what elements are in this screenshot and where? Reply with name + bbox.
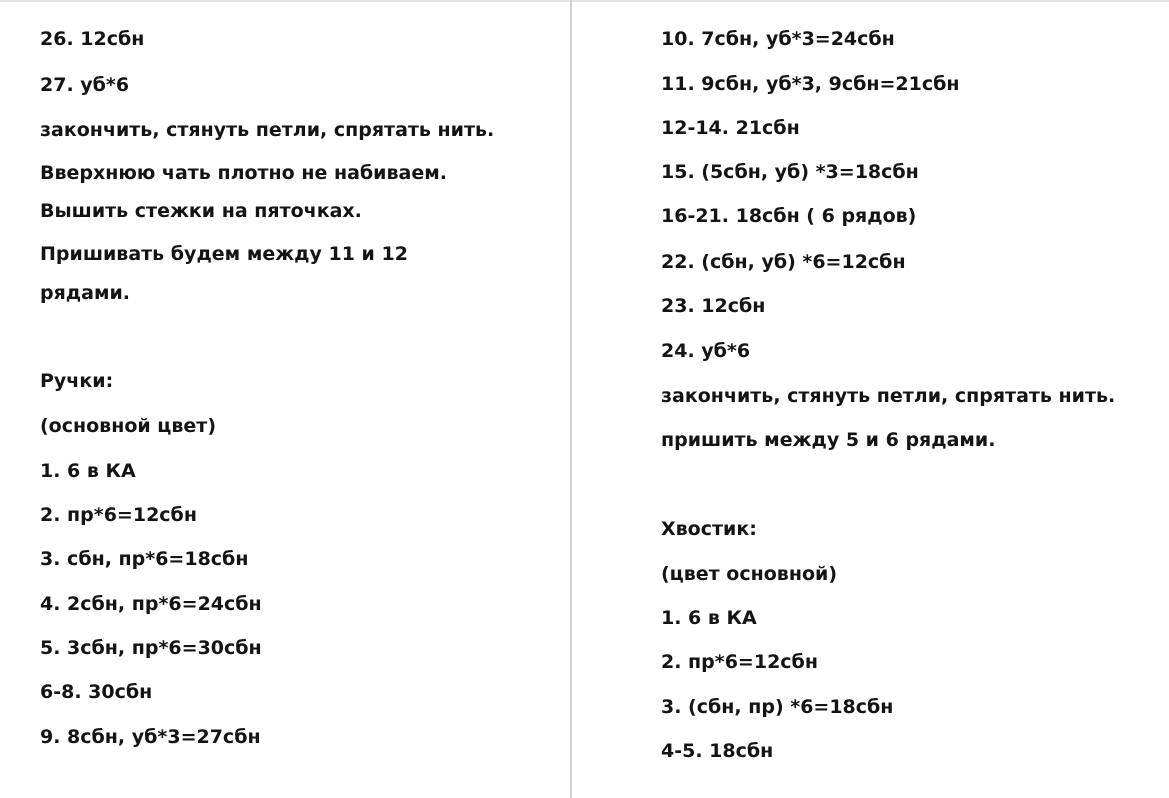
- right-line-9: закончить, стянуть петли, спрятать нить.: [661, 385, 1116, 407]
- right-line-15: 3. (сбн, пр) *6=18сбн: [661, 696, 894, 718]
- left-heading-handles: Ручки:: [40, 370, 114, 392]
- right-line-1: 10. 7сбн, уб*3=24сбн: [661, 28, 895, 50]
- left-line-9: (основной цвет): [40, 415, 217, 437]
- right-line-2: 11. 9сбн, уб*3, 9сбн=21сбн: [661, 73, 960, 95]
- left-line-2: 27. уб*6: [40, 74, 130, 96]
- left-line-14: 5. 3сбн, пр*6=30сбн: [40, 637, 262, 659]
- right-line-8: 24. уб*6: [661, 340, 751, 362]
- left-line-13: 4. 2сбн, пр*6=24сбн: [40, 593, 262, 615]
- right-line-6: 22. (сбн, уб) *6=12сбн: [661, 251, 906, 273]
- left-line-15: 6-8. 30сбн: [40, 681, 153, 703]
- left-line-7: рядами.: [40, 282, 131, 304]
- left-line-16: 9. 8сбн, уб*3=27сбн: [40, 726, 261, 748]
- left-line-11: 2. пр*6=12сбн: [40, 504, 197, 526]
- right-line-10: пришить между 5 и 6 рядами.: [661, 429, 996, 451]
- left-line-10: 1. 6 в КА: [40, 460, 136, 482]
- top-edge-rule: [0, 0, 1169, 2]
- right-line-12: (цвет основной): [661, 563, 838, 585]
- column-divider: [570, 0, 572, 798]
- right-heading-tail: Хвостик:: [661, 518, 757, 540]
- right-line-3: 12-14. 21сбн: [661, 117, 800, 139]
- right-line-4: 15. (5сбн, уб) *3=18сбн: [661, 161, 919, 183]
- left-line-3: закончить, стянуть петли, спрятать нить.: [40, 119, 495, 141]
- left-line-4: Вверхнюю чать плотно не набиваем.: [40, 162, 447, 184]
- left-line-12: 3. сбн, пр*6=18сбн: [40, 548, 249, 570]
- right-line-13: 1. 6 в КА: [661, 607, 757, 629]
- right-line-14: 2. пр*6=12сбн: [661, 651, 818, 673]
- left-line-1: 26. 12сбн: [40, 28, 145, 50]
- left-line-6: Пришивать будем между 11 и 12: [40, 243, 408, 265]
- left-line-5: Вышить стежки на пяточках.: [40, 200, 362, 222]
- right-line-7: 23. 12сбн: [661, 295, 766, 317]
- right-line-16: 4-5. 18сбн: [661, 740, 774, 762]
- right-line-5: 16-21. 18сбн ( 6 рядов): [661, 205, 917, 227]
